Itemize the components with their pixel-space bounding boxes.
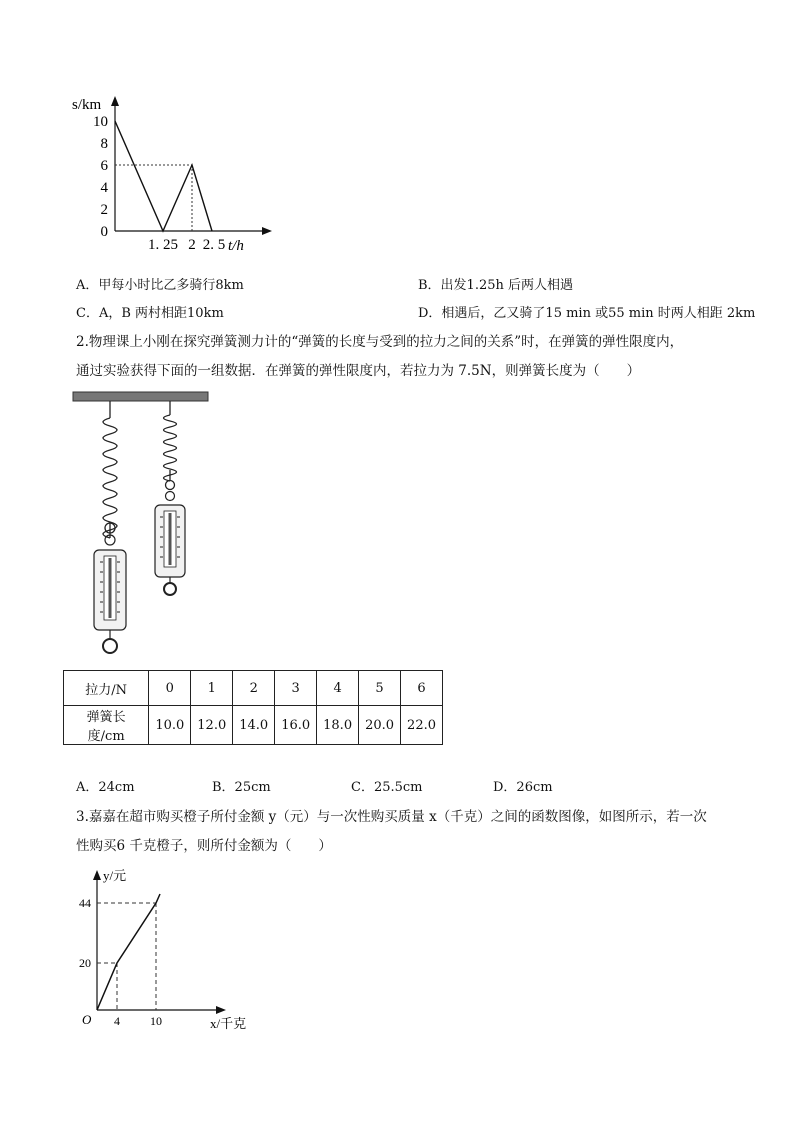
q1-x-tick-125: 1. 25 — [148, 237, 178, 253]
q3-x-label: x/千克 — [210, 1016, 247, 1031]
left-spring-scale — [94, 535, 126, 653]
q3-y-tick-44: 44 — [79, 896, 91, 910]
table-header-length: 弹簧长度/cm — [64, 706, 149, 745]
table-header-force: 拉力/N — [64, 671, 149, 706]
q1-y-tick-6: 6 — [100, 158, 108, 174]
q3-y-tick-20: 20 — [79, 956, 91, 970]
q3-y-arrow — [93, 870, 101, 880]
table-cell: 6 — [401, 671, 443, 706]
q2-stem-line1: 2.物理课上小刚在探究弹簧测力计的“弹簧的长度与受到的拉力之间的关系”时，在弹簧的弹性限度内， — [76, 334, 684, 350]
q3-origin-label: O — [82, 1012, 92, 1027]
q1-option-d[interactable]: D．相遇后，乙又骑了15 min 或55 min 时两人相距 2km — [418, 306, 756, 321]
q3-x-arrow — [216, 1006, 226, 1014]
q2-option-a[interactable]: A．24cm — [76, 780, 135, 795]
q1-y-tick-4: 4 — [100, 180, 108, 196]
q3-stem-line2: 性购买6 千克橙子，则所付金额为（ ） — [76, 838, 332, 854]
q2-option-c[interactable]: C．25.5cm — [351, 780, 423, 795]
left-spring — [103, 401, 117, 538]
spring-data-table — [63, 670, 443, 745]
table-cell: 0 — [149, 671, 191, 706]
q3-x-tick-4: 4 — [114, 1014, 120, 1028]
q3-price-graph — [70, 862, 270, 1037]
table-row — [64, 706, 443, 745]
table-cell: 4 — [317, 671, 359, 706]
q1-option-c[interactable]: C．A，B 两村相距10km — [76, 306, 224, 321]
table-cell: 18.0 — [317, 706, 359, 745]
q3-data-line — [97, 894, 160, 1010]
q1-x-arrow — [262, 227, 272, 235]
q2-stem — [76, 328, 766, 386]
q1-y-tick-8: 8 — [100, 136, 108, 152]
q1-y-tick-10: 10 — [93, 114, 108, 130]
table-cell: 14.0 — [233, 706, 275, 745]
q3-y-label: y/元 — [103, 868, 127, 883]
q1-y-arrow — [111, 96, 119, 106]
q2-option-b[interactable]: B．25cm — [212, 780, 271, 795]
table-cell: 3 — [275, 671, 317, 706]
table-cell: 20.0 — [359, 706, 401, 745]
q1-x-tick-2: 2 — [188, 237, 196, 253]
q1-distance-time-graph — [60, 88, 290, 258]
q1-y-tick-0: 0 — [100, 224, 108, 240]
q2-option-d[interactable]: D．26cm — [493, 780, 553, 795]
q1-data-line — [115, 121, 212, 231]
q3-stem — [76, 803, 766, 861]
q1-y-tick-2: 2 — [100, 202, 108, 218]
table-row — [64, 671, 443, 706]
right-spring-scale — [155, 492, 185, 596]
table-cell: 10.0 — [149, 706, 191, 745]
support-bar — [73, 392, 208, 401]
q1-x-tick-25: 2. 5 — [202, 237, 226, 253]
table-cell: 16.0 — [275, 706, 317, 745]
table-cell: 22.0 — [401, 706, 443, 745]
table-cell: 5 — [359, 671, 401, 706]
q1-option-b[interactable]: B．出发1.25h 后两人相遇 — [418, 278, 574, 293]
table-cell: 1 — [191, 671, 233, 706]
q1-option-a[interactable]: A．甲每小时比乙多骑行8km — [76, 278, 244, 293]
table-cell: 12.0 — [191, 706, 233, 745]
q2-stem-line2: 通过实验获得下面的一组数据．在弹簧的弹性限度内，若拉力为 7.5N，则弹簧长度为（ ） — [76, 363, 641, 379]
q3-stem-line1: 3.嘉嘉在超市购买橙子所付金额 y（元）与一次性购买质量 x（千克）之间的函数图像，如图所示，若一次 — [76, 809, 707, 825]
table-cell: 2 — [233, 671, 275, 706]
q3-x-tick-10: 10 — [150, 1014, 162, 1028]
q1-y-label: s/km — [72, 97, 102, 113]
q1-x-label: t/h — [228, 238, 244, 254]
right-spring — [164, 401, 177, 490]
spring-scale-illustration — [70, 390, 215, 660]
